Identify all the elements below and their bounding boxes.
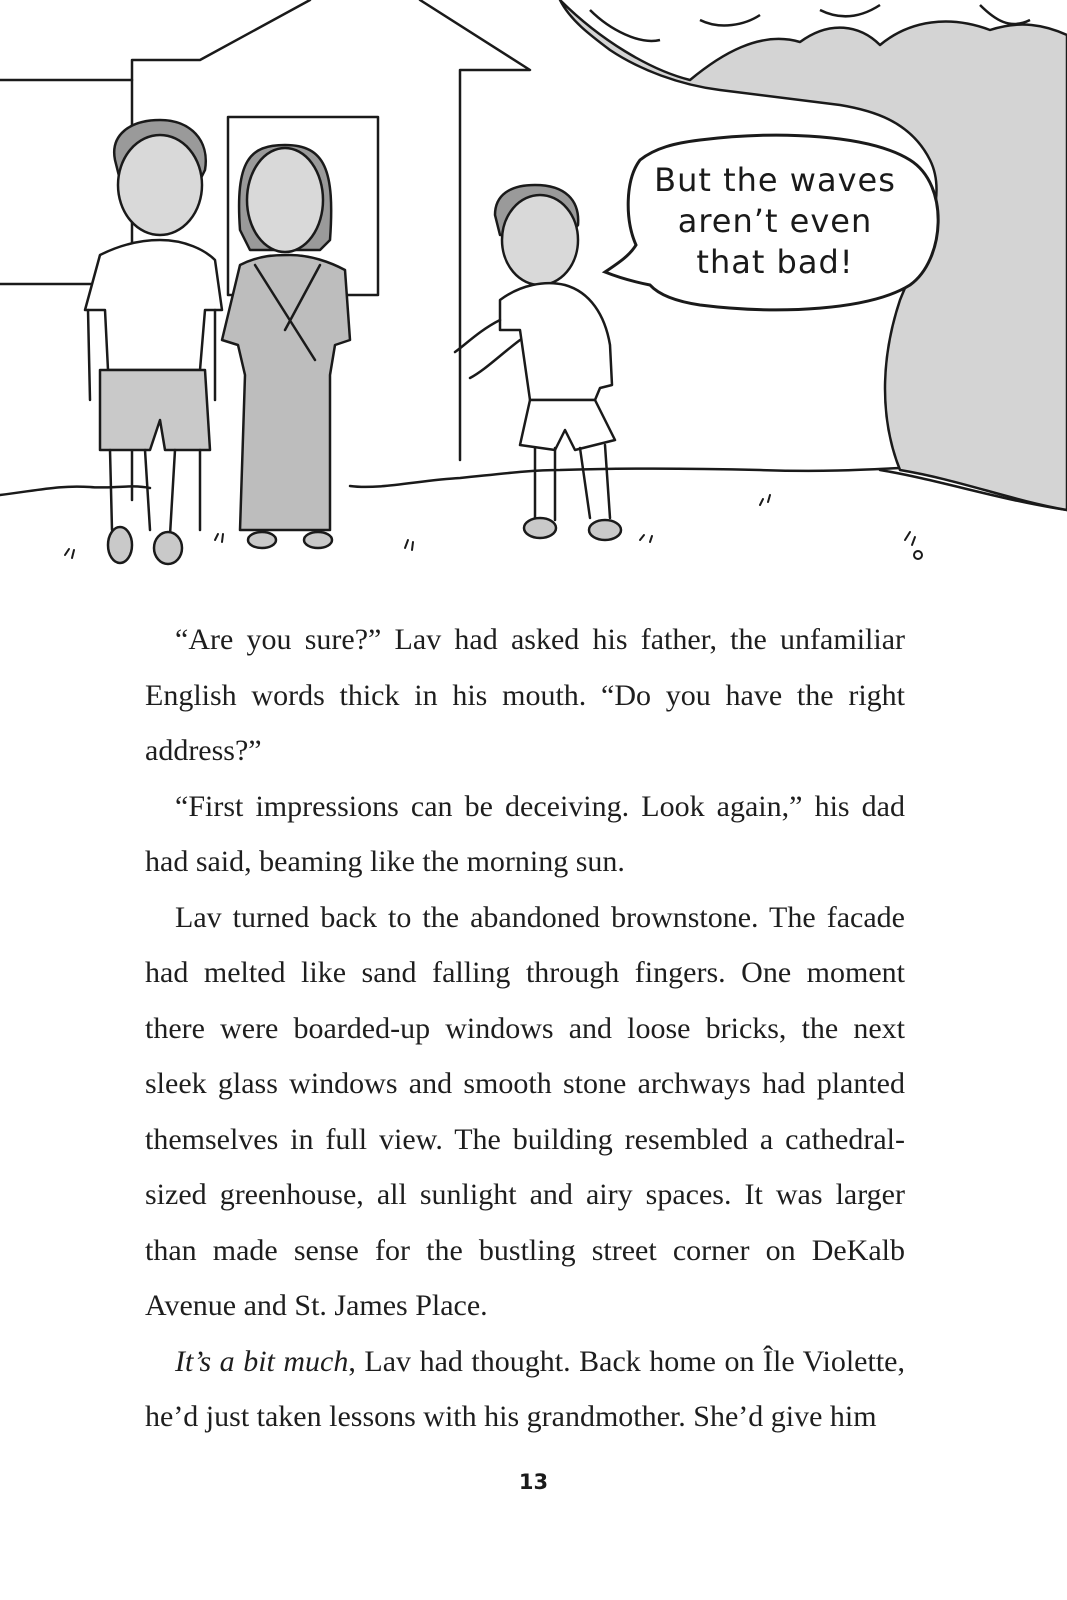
grass-line (0, 468, 1067, 510)
paragraph-text: Lav turned back to the abandoned brownstone. The facade had melted like sand falling through fingers. One moment there were boarded-up windows and loose bricks, the next sleek glass windows and smooth stone archways had planted themselves in full view. The building resembled a cathedral-sized greenhouse, all sunlight and airy spaces. It was larger than made sense for the bustling street corner on DeKalb Avenue and St. James Place. (145, 900, 905, 1322)
paragraph (145, 1334, 905, 1445)
comic-illustration (0, 0, 1067, 600)
speaking-boy (455, 185, 621, 540)
page-number: 13 (518, 1470, 549, 1494)
speech-line: But the waves (654, 161, 896, 199)
girl (222, 145, 350, 548)
left-boy (85, 120, 222, 564)
speech-line: aren’t even (677, 202, 873, 240)
paragraph (145, 890, 905, 1334)
paragraph-text: “First impressions can be deceiving. Look again,” his dad had said, beaming like the morning sun. (145, 789, 905, 878)
speech-bubble-text (640, 160, 910, 283)
speech-line: that bad! (696, 243, 854, 281)
paragraph-text: , Lav had thought. Back home on Île Violette, he’d just taken lessons with his grandmother. She’d give him (145, 1344, 905, 1433)
body-text (145, 612, 905, 1445)
italic-thought: It’s a bit much (175, 1344, 349, 1378)
paragraph-text: “Are you sure?” Lav had asked his father, the unfamiliar English words thick in his mouth. “Do you have the right address?” (145, 623, 905, 767)
grass-tufts (65, 495, 922, 559)
paragraph (145, 779, 905, 890)
paragraph (145, 612, 905, 779)
